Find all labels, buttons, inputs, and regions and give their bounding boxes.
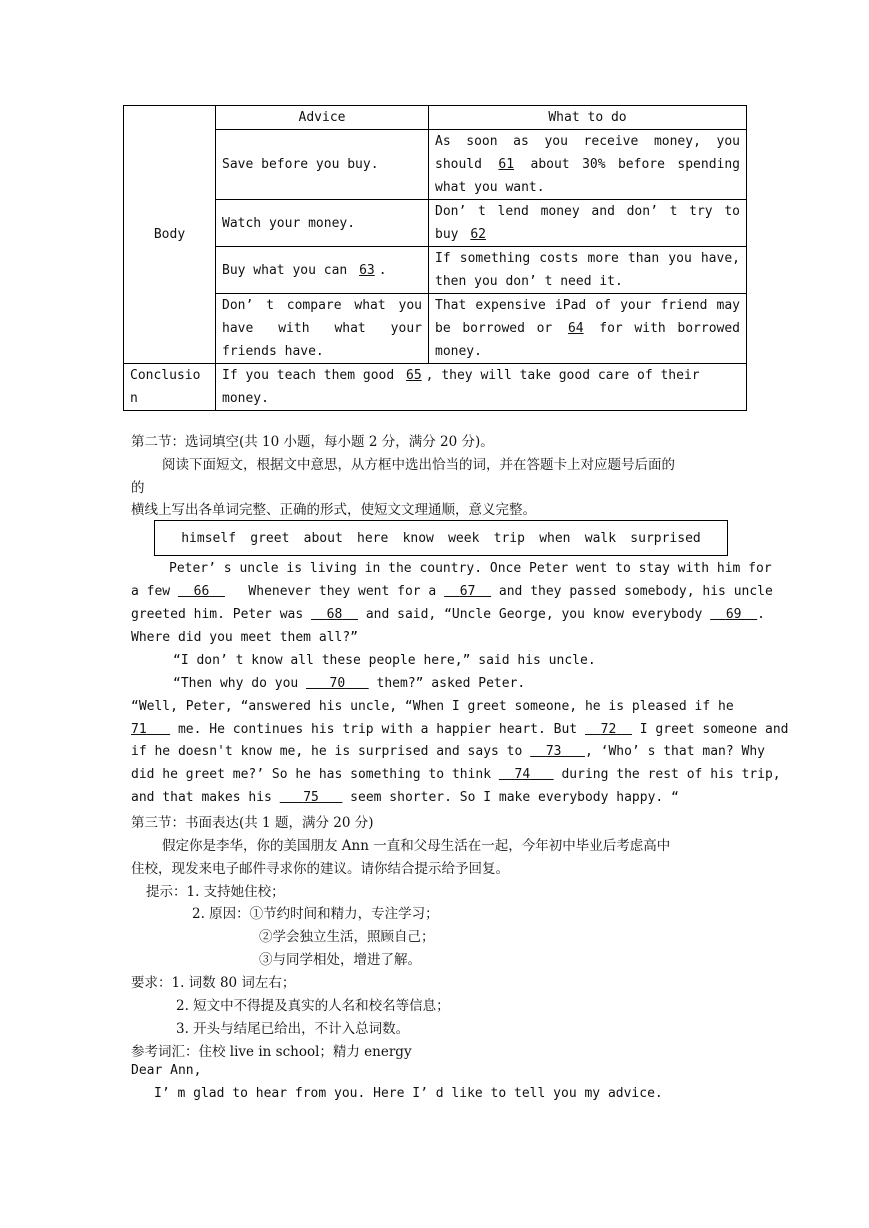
- word-bank-item: about: [303, 530, 343, 546]
- blank-72: 72: [600, 722, 617, 737]
- section2-instruction-1: 阅读下面短文，根据文中意思，从方框中选出恰当的词，并在答题卡上对应题号后面的: [162, 457, 675, 473]
- section2-instruction-1-cont: 的: [131, 480, 145, 496]
- passage-line-5: “I don’ t know all these people here,” said his uncle.: [173, 653, 596, 668]
- blank-73: 73: [545, 744, 562, 759]
- section3-prompt-2: 住校，现发来电子邮件寻求你的建议。请你结合提示给予回复。: [131, 861, 509, 877]
- letter-salutation: Dear Ann,: [131, 1063, 202, 1078]
- blank-71: 71: [131, 722, 147, 737]
- vocabulary-hint: 参考词汇：住校 live in school；精力 energy: [131, 1044, 412, 1060]
- advice-cell-4: Don’ t compare what you have with what your friends have.: [216, 294, 429, 364]
- todo-cell-2: Don’ t lend money and don’ t try to buy 62: [429, 200, 747, 247]
- passage-line-4: Where did you meet them all?”: [131, 630, 358, 645]
- word-bank-item: surprised: [630, 530, 701, 546]
- advice-cell-3: Buy what you can 63 .: [216, 247, 429, 294]
- word-bank-item: week: [448, 530, 480, 546]
- advice-cell-1: Save before you buy.: [216, 130, 429, 200]
- passage-line-6: “Then why do you 70 them?” asked Peter.: [173, 676, 526, 691]
- word-bank-item: walk: [584, 530, 617, 546]
- blank-74: 74: [514, 767, 531, 782]
- word-bank-item: here: [357, 530, 389, 546]
- advice-cell-2: Watch your money.: [216, 200, 429, 247]
- passage-line-11: and that makes his 75 seem shorter. So I make everybody happy. “: [131, 790, 679, 805]
- todo-cell-1: As soon as you receive money, you should 61 about 30% before spending what you want.: [429, 130, 747, 200]
- todo-cell-3: If something costs more than you have, then you don’ t need it.: [429, 247, 747, 294]
- section2-title: 第二节：选词填空(共 10 小题，每小题 2 分，满分 20 分)。: [131, 434, 494, 450]
- header-advice: Advice: [216, 106, 429, 130]
- section3-prompt-1: 假定你是李华，你的美国朋友 Ann 一直和父母生活在一起，今年初中毕业后考虑高中: [162, 838, 671, 854]
- conclusion-label-cell: Conclusio n: [124, 364, 216, 411]
- passage-line-3: greeted him. Peter was 68 and said, “Uncle George, you know everybody 69 .: [131, 607, 765, 622]
- word-bank-item: greet: [250, 530, 290, 546]
- hint-1: 提示：1. 支持她住校；: [146, 884, 285, 900]
- header-what-to-do: What to do: [429, 106, 747, 130]
- blank-66: 66: [193, 584, 210, 599]
- blank-75: 75: [303, 790, 319, 805]
- blank-61: 61: [498, 157, 515, 172]
- passage-line-10: did he greet me?’ So he has something to think 74 during the rest of his trip,: [131, 767, 781, 782]
- passage-line-2: a few 66 Whenever they went for a 67 and they passed somebody, his uncle: [131, 584, 773, 599]
- passage-outline-table: [123, 105, 747, 411]
- blank-68: 68: [326, 607, 343, 622]
- blank-69: 69: [725, 607, 742, 622]
- section3-title: 第三节：书面表达(共 1 题，满分 20 分): [131, 815, 374, 831]
- conclusion-cell: If you teach them good 65 , they will take good care of their money.: [216, 364, 747, 411]
- blank-63: 63: [359, 262, 375, 278]
- hint-3: ②学会独立生活，照顾自己；: [259, 929, 435, 945]
- blank-64: 64: [567, 321, 584, 336]
- todo-cell-4: That expensive iPad of your friend may be borrowed or 64 for with borrowed money.: [429, 294, 747, 364]
- passage-line-1: Peter’ s uncle is living in the country. Once Peter went to stay with him for: [169, 561, 772, 576]
- word-bank-item: himself: [181, 530, 237, 546]
- blank-70: 70: [329, 676, 346, 691]
- word-bank-item: when: [539, 530, 571, 546]
- word-bank-item: trip: [493, 530, 525, 546]
- blank-67: 67: [459, 584, 476, 599]
- hint-4: ③与同学相处，增进了解。: [259, 952, 421, 968]
- word-bank-item: know: [402, 530, 434, 546]
- requirement-2: 2. 短文中不得提及真实的人名和校名等信息；: [176, 998, 450, 1014]
- word-bank-box: [154, 520, 728, 556]
- blank-62: 62: [470, 227, 486, 242]
- passage-line-7: “Well, Peter, “answered his uncle, “When I greet someone, he is pleased if he: [131, 699, 734, 714]
- blank-65: 65: [406, 368, 422, 383]
- requirement-1: 要求：1. 词数 80 词左右；: [131, 975, 296, 991]
- body-label-cell: Body: [124, 106, 216, 364]
- requirement-3: 3. 开头与结尾已给出，不计入总词数。: [176, 1021, 410, 1037]
- section2-instruction-2: 横线上写出各单词完整、正确的形式，使短文文理通顺，意义完整。: [131, 502, 536, 518]
- passage-line-9: if he doesn't know me, he is surprised and says to 73 , ‘Who’ s that man? Why: [131, 744, 765, 759]
- passage-line-8: 71 me. He continues his trip with a happier heart. But 72 I greet someone and: [131, 722, 789, 737]
- hint-2: 2. 原因：①节约时间和精力，专注学习；: [192, 906, 439, 922]
- letter-opening: I’ m glad to hear from you. Here I’ d like to tell you my advice.: [154, 1086, 663, 1101]
